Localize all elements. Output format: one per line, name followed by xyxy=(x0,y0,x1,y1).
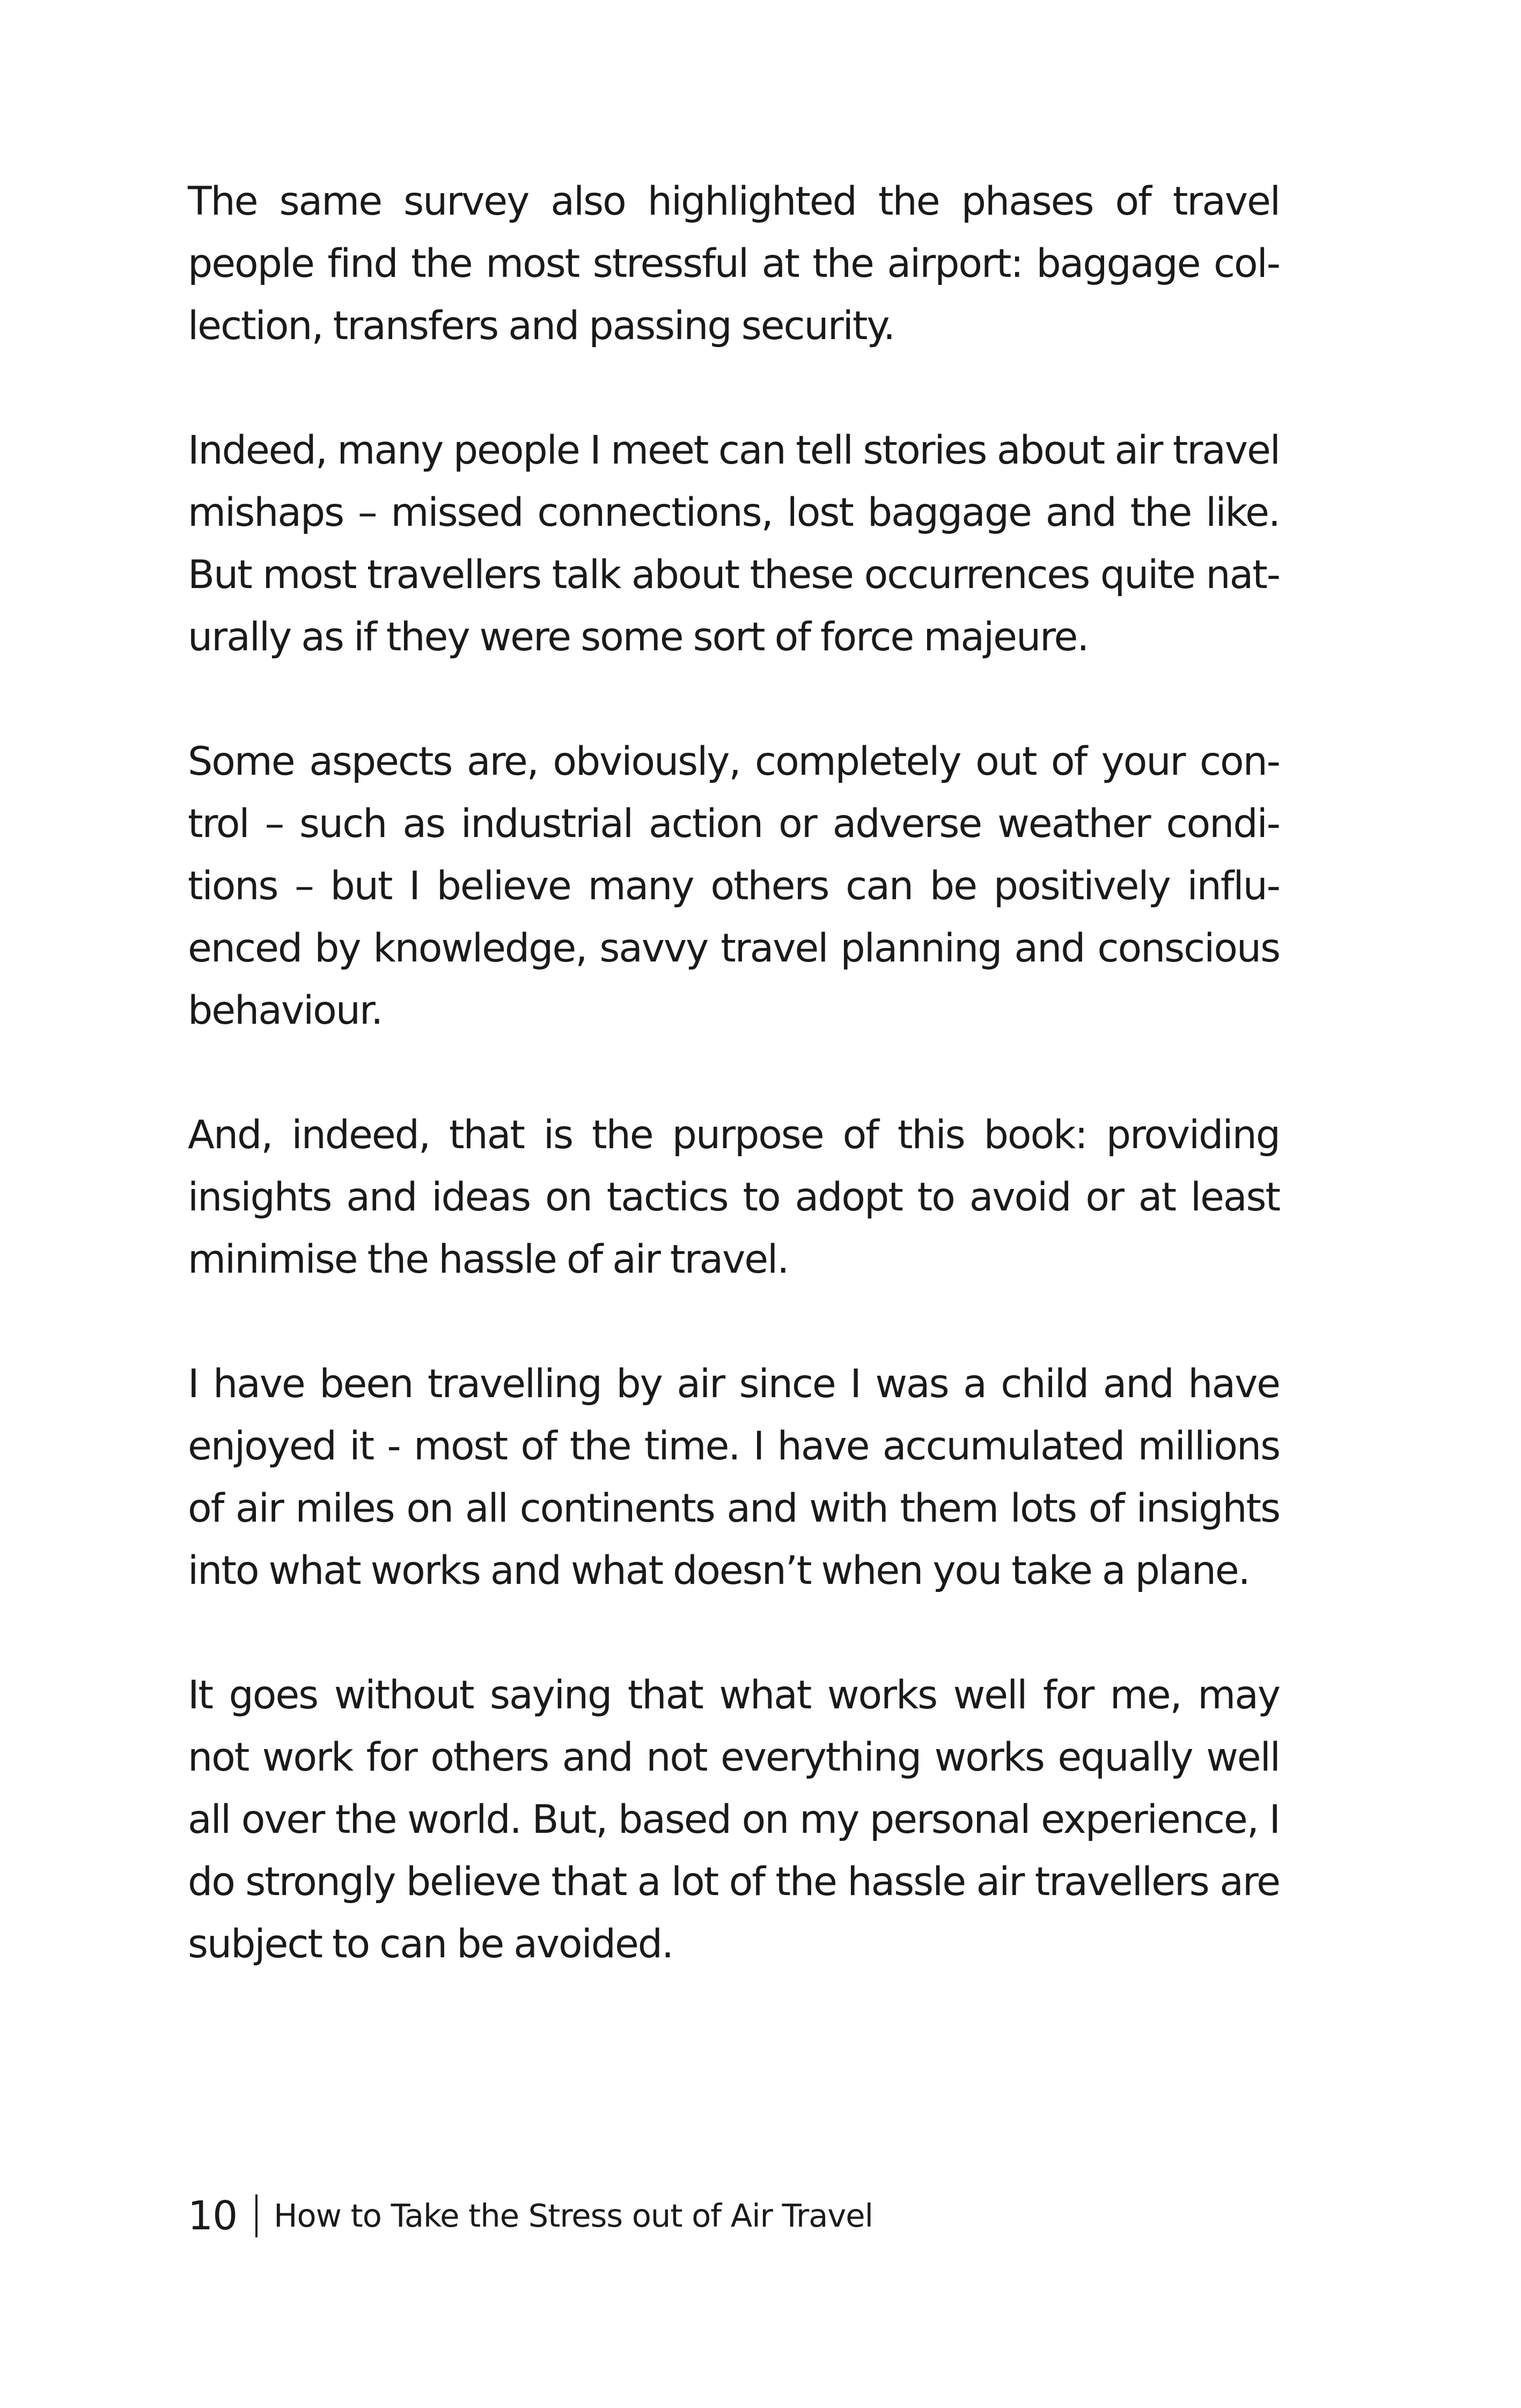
text-line: I have been travelling by air since I was a child and have xyxy=(188,1361,1280,1407)
paragraph-6 xyxy=(188,1664,1280,1976)
paragraph-1 xyxy=(188,171,1280,357)
text-line: trol – such as industrial action or adverse weather condi- xyxy=(188,801,1280,847)
text-line: minimise the hassle of air travel. xyxy=(188,1237,789,1282)
text-line: not work for others and not everything works equally well xyxy=(188,1735,1280,1780)
page-footer xyxy=(188,2189,873,2243)
paragraph-3 xyxy=(188,731,1280,1042)
text-line: Indeed, many people I meet can tell stories about air travel xyxy=(188,428,1280,473)
page-number: 10 xyxy=(188,2193,238,2239)
footer-divider xyxy=(255,2194,258,2237)
text-line: all over the world. But, based on my personal experience, I xyxy=(188,1797,1280,1842)
text-line: insights and ideas on tactics to adopt to avoid or at least xyxy=(188,1174,1280,1220)
text-line: do strongly believe that a lot of the hassle air travellers are xyxy=(188,1859,1280,1905)
text-line: into what works and what doesn’t when you take a plane. xyxy=(188,1548,1250,1594)
text-line: Some aspects are, obviously, completely out of your con- xyxy=(188,739,1280,784)
text-line: mishaps – missed connections, lost baggage and the like. xyxy=(188,490,1280,535)
text-line: subject to can be avoided. xyxy=(188,1921,673,1967)
body-text xyxy=(188,171,1280,1976)
text-line: lection, transfers and passing security. xyxy=(188,303,895,349)
text-line: And, indeed, that is the purpose of this book: providing xyxy=(188,1112,1280,1158)
paragraph-5 xyxy=(188,1353,1280,1602)
text-line: enced by knowledge, savvy travel planning and conscious xyxy=(188,926,1280,971)
text-line: The same survey also highlighted the phases of travel xyxy=(188,179,1280,224)
text-line: But most travellers talk about these occurrences quite nat- xyxy=(188,552,1280,598)
text-line: It goes without saying that what works well for me, may xyxy=(188,1672,1280,1718)
text-line: enjoyed it - most of the time. I have accumulated millions xyxy=(188,1423,1280,1469)
paragraph-2 xyxy=(188,420,1280,669)
running-title: How to Take the Stress out of Air Travel xyxy=(274,2197,873,2234)
text-line: urally as if they were some sort of force majeure. xyxy=(188,614,1089,660)
paragraph-4 xyxy=(188,1104,1280,1291)
text-line: tions – but I believe many others can be positively influ- xyxy=(188,863,1280,909)
text-line: behaviour. xyxy=(188,988,383,1033)
text-line: people find the most stressful at the airport: baggage col- xyxy=(188,241,1280,287)
text-line: of air miles on all continents and with them lots of insights xyxy=(188,1486,1280,1531)
